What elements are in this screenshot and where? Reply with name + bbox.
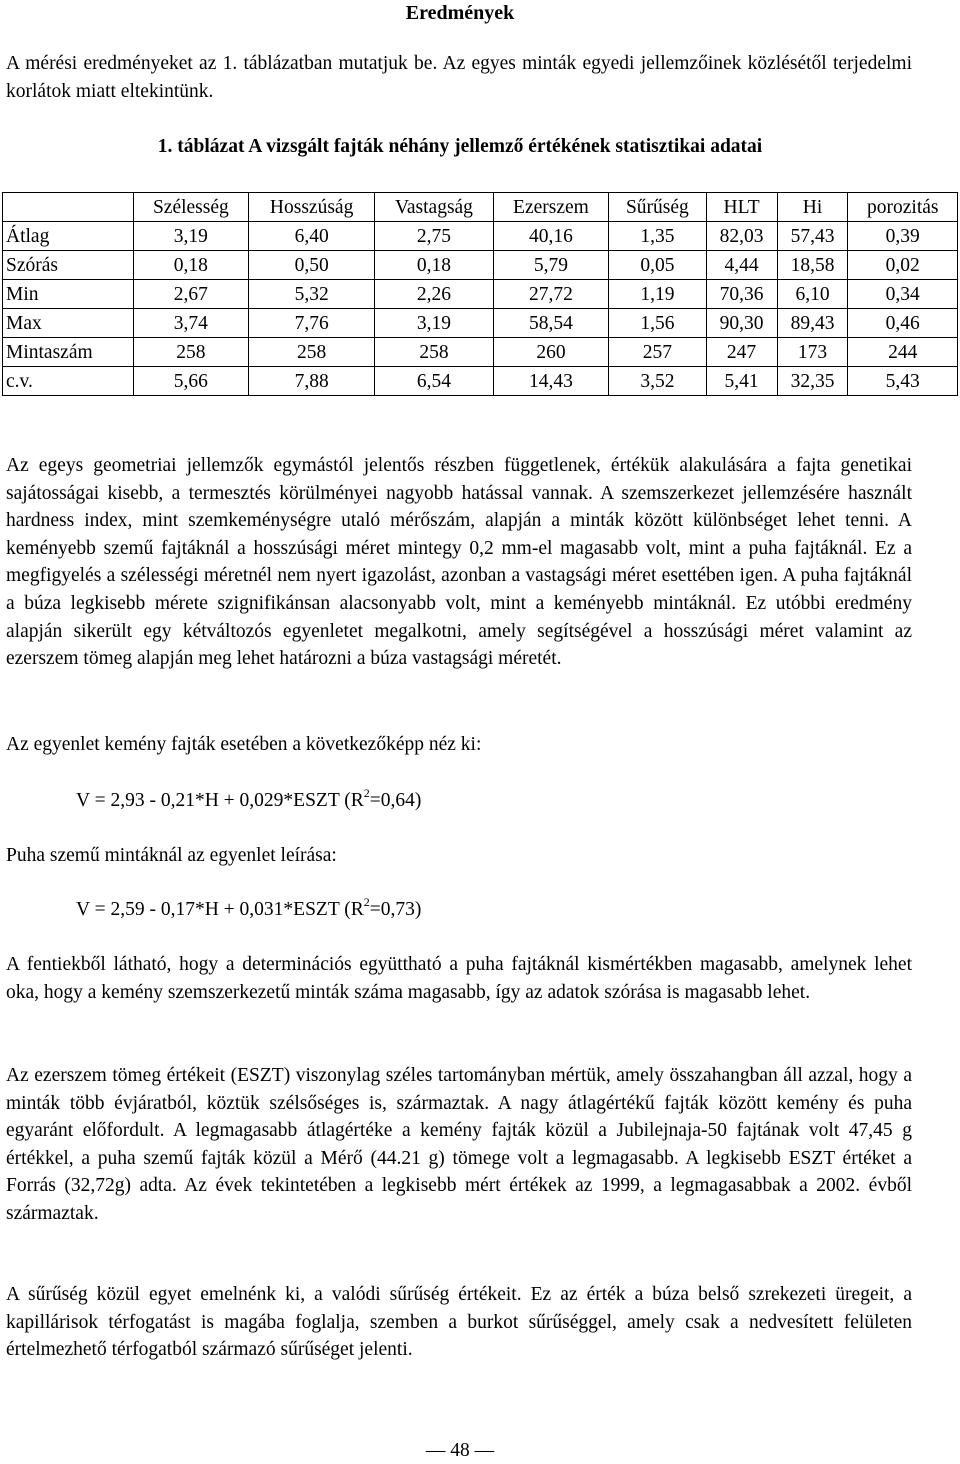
- header-cell: HLT: [706, 193, 777, 222]
- table-cell: 2,26: [375, 280, 494, 309]
- table-cell: 0,50: [249, 251, 375, 280]
- equation-soft-lhs: V = 2,59 - 0,17*H + 0,031*ESZT (R: [76, 899, 364, 920]
- table-cell: 4,44: [706, 251, 777, 280]
- table-cell: 90,30: [706, 309, 777, 338]
- table-cell: 70,36: [706, 280, 777, 309]
- table-cell: 18,58: [777, 251, 848, 280]
- table-cell: 57,43: [777, 222, 848, 251]
- table-row: [3, 309, 958, 338]
- table-row: [3, 280, 958, 309]
- equation-soft: [76, 896, 421, 924]
- paragraph-density: A sűrűség közül egyet emelnénk ki, a valódi sűrűség értékeit. Ez az érték a búza belső szrekezeti üregeit, a kapillárisok térfogatást is magába foglalja, szemben a burkot sűrűséggel, amely csak a nedvesített felületen értelmezhető térfogatból származó sűrűséget jelenti.: [6, 1284, 912, 1361]
- table-cell: 2,67: [133, 280, 248, 309]
- table-cell: 258: [249, 338, 375, 367]
- equation-intro-hard: Az egyenlet kemény fajták esetében a következőképp néz ki:: [6, 734, 482, 755]
- table-cell: 5,41: [706, 367, 777, 396]
- table-row: [3, 338, 958, 367]
- table-cell: 173: [777, 338, 848, 367]
- table-cell: 89,43: [777, 309, 848, 338]
- equation-hard-rhs: =0,64): [369, 790, 422, 811]
- table-row: [3, 222, 958, 251]
- table-cell: 5,32: [249, 280, 375, 309]
- equation-soft-superscript: 2: [363, 895, 370, 909]
- table-cell: 3,52: [609, 367, 706, 396]
- equation-soft-rhs: =0,73): [369, 899, 422, 920]
- intro-paragraph: A mérési eredményeket az 1. táblázatban mutatjuk be. Az egyes minták egyedi jellemzőinek közlésétől terjedelmi korlátok miatt eltekintünk.: [6, 53, 912, 102]
- table-cell: 5,66: [133, 367, 248, 396]
- paragraph-thousand-kernel: Az ezerszem tömeg értékeit (ESZT) viszonylag széles tartományban mértük, amely összahangban áll azzal, hogy a minták több évjáratból, köztük szélsőséges is, származtak. A nagy átlagértékű fajták között kemény és puha egyaránt előfordult. A legmagasabb átlagértéke a kemény fajták közül a Jubilejnaja-50 fajtának volt 47,45 g értékkel, a puha szemű fajták közül a Mérő (44.21 g) tömege volt a legmagasabb. A legkisebb ESZT értéket a Forrás (32,72g) adta. Az évek tekintetében a legkisebb mért értékek az 1999, a legmagasabbak a 2002. évből származtak.: [6, 1065, 912, 1224]
- header-cell: [3, 193, 134, 222]
- header-cell: Sűrűség: [609, 193, 706, 222]
- header-cell: Ezerszem: [493, 193, 608, 222]
- table-cell: 258: [133, 338, 248, 367]
- table-cell: 1,19: [609, 280, 706, 309]
- table-cell: 257: [609, 338, 706, 367]
- section-title: Eredmények: [405, 2, 515, 24]
- table-cell: 0,39: [848, 222, 958, 251]
- table-cell: 40,16: [493, 222, 608, 251]
- table-cell: 32,35: [777, 367, 848, 396]
- table-cell: 14,43: [493, 367, 608, 396]
- table-cell: 3,74: [133, 309, 248, 338]
- row-label: Max: [3, 309, 134, 338]
- table-cell: 82,03: [706, 222, 777, 251]
- table-cell: 244: [848, 338, 958, 367]
- header-cell: Hi: [777, 193, 848, 222]
- table-caption: 1. táblázat A vizsgált fajták néhány jellemző értékének statisztikai adatai: [157, 136, 763, 157]
- table-cell: 0,46: [848, 309, 958, 338]
- table-cell: 0,05: [609, 251, 706, 280]
- table-cell: 2,75: [375, 222, 494, 251]
- table-cell: 7,88: [249, 367, 375, 396]
- table-cell: 247: [706, 338, 777, 367]
- table-cell: 5,79: [493, 251, 608, 280]
- table-cell: 6,54: [375, 367, 494, 396]
- table-cell: 1,56: [609, 309, 706, 338]
- table-row: [3, 251, 958, 280]
- row-label: c.v.: [3, 367, 134, 396]
- table-cell: 1,35: [609, 222, 706, 251]
- table-cell: 58,54: [493, 309, 608, 338]
- table-cell: 0,02: [848, 251, 958, 280]
- table-cell: 6,10: [777, 280, 848, 309]
- page-number: — 48 —: [425, 1440, 495, 1461]
- table-cell: 0,18: [375, 251, 494, 280]
- paragraph-geometry: Az egeys geometriai jellemzők egymástól jelentős részben függetlenek, értékük alakulására a fajta genetikai sajátosságai kisebb, a termesztés körülményei nagyobb hatással vannak. A szemszerkezet jellemzésére használt hardness index, mint szemkeménységre utaló mérőszám, alapján a minták között különbséget lehet tenni. A keményebb szemű fajtáknál a hosszúsági méret mintegy 0,2 mm-el magasabb volt, mint a puha fajtáknál. Ez a megfigyelés a szélességi méretnél nem nyert igazolást, azonban a vastagsági méret esettében igen. A puha fajtáknál a búza legkisebb mérete szignifikánsan alacsonyabb volt, mint a keményebb mintáknál. Ez utóbbi eredmény alapján sikerült egy kétváltozós egyenletet megalkotni, amely segítségével a hosszúsági méret valamint az ezerszem tömeg alapján meg lehet határozni a búza vastagsági méretét.: [6, 455, 912, 670]
- row-label: Szórás: [3, 251, 134, 280]
- table-row: [3, 367, 958, 396]
- statistics-table: [2, 192, 958, 396]
- equation-hard: [76, 787, 421, 815]
- table-cell: 0,18: [133, 251, 248, 280]
- header-cell: Vastagság: [375, 193, 494, 222]
- equation-hard-superscript: 2: [363, 786, 370, 800]
- table-cell: 6,40: [249, 222, 375, 251]
- table-cell: 27,72: [493, 280, 608, 309]
- header-cell: Szélesség: [133, 193, 248, 222]
- paragraph-determination: A fentiekből látható, hogy a determinációs együttható a puha fajtáknál kismértékben magasabb, amelynek lehet oka, hogy a kemény szemszerkezetű minták száma magasabb, így az adatok szórása is magasabb lehet.: [6, 954, 912, 1003]
- table-cell: 260: [493, 338, 608, 367]
- header-cell: porozitás: [848, 193, 958, 222]
- table-cell: 3,19: [133, 222, 248, 251]
- header-cell: Hosszúság: [249, 193, 375, 222]
- table-cell: 0,34: [848, 280, 958, 309]
- table-cell: 7,76: [249, 309, 375, 338]
- row-label: Átlag: [3, 222, 134, 251]
- row-label: Mintaszám: [3, 338, 134, 367]
- table-cell: 258: [375, 338, 494, 367]
- table-cell: 5,43: [848, 367, 958, 396]
- row-label: Min: [3, 280, 134, 309]
- table-header-row: [3, 193, 958, 222]
- equation-hard-lhs: V = 2,93 - 0,21*H + 0,029*ESZT (R: [76, 790, 364, 811]
- equation-intro-soft: Puha szemű mintáknál az egyenlet leírása:: [6, 845, 337, 866]
- table-cell: 3,19: [375, 309, 494, 338]
